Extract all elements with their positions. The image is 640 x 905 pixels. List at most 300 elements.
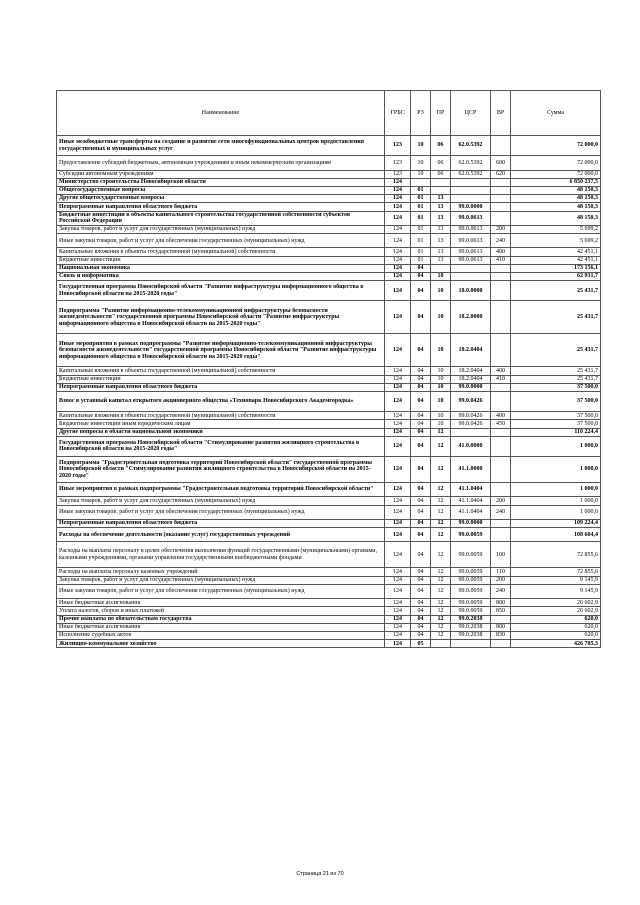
cell-vr: 110 xyxy=(491,568,511,576)
cell-vr: 600 xyxy=(491,156,511,170)
table-row xyxy=(57,584,601,598)
cell-grbs: 124 xyxy=(385,584,411,598)
cell-pr: 13 xyxy=(431,225,451,233)
table-row xyxy=(57,264,601,272)
cell-rz: 10 xyxy=(411,170,431,178)
cell-csr xyxy=(451,640,491,648)
cell-vr xyxy=(491,301,511,334)
cell-pr: 12 xyxy=(431,615,451,623)
cell-pr: 10 xyxy=(431,375,451,383)
cell-vr xyxy=(491,383,511,391)
cell-name: Капитальные вложения в объекты государственной (муниципальной) собственности xyxy=(57,412,385,420)
cell-vr: 410 xyxy=(491,256,511,264)
cell-name: Бюджетные инвестиции xyxy=(57,256,385,264)
cell-rz: 04 xyxy=(411,273,431,281)
cell-vr: 850 xyxy=(491,607,511,615)
table-row xyxy=(57,225,601,233)
cell-csr: 99.0.0613 xyxy=(451,211,491,225)
table-row xyxy=(57,428,601,436)
cell-pr: 06 xyxy=(431,136,451,156)
table-row xyxy=(57,178,601,186)
cell-vr: 240 xyxy=(491,584,511,598)
table-row xyxy=(57,375,601,383)
cell-sum: 620,0 xyxy=(511,623,601,631)
cell-pr: 06 xyxy=(431,170,451,178)
table-row xyxy=(57,420,601,428)
cell-pr xyxy=(431,264,451,272)
cell-name: Бюджетные инвестиции иным юридическим лицам xyxy=(57,420,385,428)
cell-name: Общегосударственные вопросы xyxy=(57,186,385,194)
cell-vr xyxy=(491,273,511,281)
cell-vr: 400 xyxy=(491,412,511,420)
header-csr: ЦСР xyxy=(451,91,491,136)
cell-rz: 04 xyxy=(411,264,431,272)
cell-csr: 99.0.0613 xyxy=(451,248,491,256)
cell-grbs: 124 xyxy=(385,456,411,482)
cell-vr xyxy=(491,528,511,542)
cell-vr xyxy=(491,391,511,411)
cell-vr xyxy=(491,334,511,367)
cell-vr: 200 xyxy=(491,225,511,233)
cell-grbs: 124 xyxy=(385,211,411,225)
cell-pr: 12 xyxy=(431,623,451,631)
cell-grbs: 124 xyxy=(385,623,411,631)
cell-csr: 99.0.0059 xyxy=(451,528,491,542)
cell-vr: 830 xyxy=(491,631,511,639)
cell-csr xyxy=(451,428,491,436)
cell-name: Исполнение судебных актов xyxy=(57,631,385,639)
cell-name: Расходы на выплаты персоналу казенных учреждений xyxy=(57,568,385,576)
cell-rz: 04 xyxy=(411,497,431,505)
cell-rz: 04 xyxy=(411,599,431,607)
cell-grbs: 124 xyxy=(385,505,411,519)
cell-grbs: 124 xyxy=(385,542,411,568)
cell-csr: 99.0.0059 xyxy=(451,576,491,584)
cell-rz: 01 xyxy=(411,225,431,233)
cell-pr: 12 xyxy=(431,482,451,496)
cell-sum: 1 000,0 xyxy=(511,497,601,505)
cell-rz: 04 xyxy=(411,615,431,623)
table-row xyxy=(57,456,601,482)
cell-csr: 99.0.2038 xyxy=(451,631,491,639)
cell-csr: 41.1.0404 xyxy=(451,482,491,496)
cell-vr xyxy=(491,640,511,648)
cell-pr: 12 xyxy=(431,542,451,568)
cell-rz: 04 xyxy=(411,607,431,615)
cell-name: Взнос в уставный капитал открытого акционерного общества «Технопарк Новосибирского Академгородка» xyxy=(57,391,385,411)
cell-sum: 110 224,4 xyxy=(511,428,601,436)
table-row xyxy=(57,273,601,281)
cell-grbs: 124 xyxy=(385,256,411,264)
cell-vr xyxy=(491,428,511,436)
cell-pr: 10 xyxy=(431,281,451,301)
table-row xyxy=(57,256,601,264)
cell-rz: 05 xyxy=(411,640,431,648)
cell-rz: 04 xyxy=(411,584,431,598)
cell-sum: 5 699,2 xyxy=(511,225,601,233)
cell-csr: 18.2.0000 xyxy=(451,301,491,334)
cell-csr: 99.0.0059 xyxy=(451,607,491,615)
cell-pr: 13 xyxy=(431,256,451,264)
cell-pr xyxy=(431,186,451,194)
cell-vr xyxy=(491,482,511,496)
cell-sum: 37 500,0 xyxy=(511,383,601,391)
cell-grbs: 124 xyxy=(385,420,411,428)
cell-vr: 800 xyxy=(491,623,511,631)
cell-name: Уплата налогов, сборов и иных платежей xyxy=(57,607,385,615)
cell-vr xyxy=(491,456,511,482)
cell-rz: 04 xyxy=(411,301,431,334)
cell-name: Подпрограмма "Градостроительная подготовка территорий Новосибирской области" государственной программы Новосибирской области "Стимулирование развития жилищного строительства в Новосибирской области на 2015-2020 годы" xyxy=(57,456,385,482)
cell-pr: 10 xyxy=(431,383,451,391)
cell-csr xyxy=(451,273,491,281)
cell-pr: 10 xyxy=(431,367,451,375)
cell-grbs: 124 xyxy=(385,383,411,391)
cell-vr: 240 xyxy=(491,234,511,248)
cell-sum: 1 000,0 xyxy=(511,482,601,496)
cell-grbs: 124 xyxy=(385,234,411,248)
table-row xyxy=(57,281,601,301)
cell-rz: 01 xyxy=(411,186,431,194)
cell-sum: 26 602,9 xyxy=(511,599,601,607)
cell-grbs: 124 xyxy=(385,225,411,233)
cell-csr: 41.1.0404 xyxy=(451,505,491,519)
cell-name: Национальная экономика xyxy=(57,264,385,272)
cell-pr xyxy=(431,640,451,648)
cell-sum: 1 000,0 xyxy=(511,436,601,456)
cell-rz: 04 xyxy=(411,576,431,584)
budget-table xyxy=(56,90,601,648)
cell-rz: 04 xyxy=(411,281,431,301)
header-vr: ВР xyxy=(491,91,511,136)
table-row xyxy=(57,391,601,411)
cell-grbs: 124 xyxy=(385,528,411,542)
cell-name: Подпрограмма "Развитие информационно-телекоммуникационной инфраструктуры безопасности жизнедеятельности" государственной программы Новосибирской области "Развитие инфраструктуры информационного общества в Новосибирской области на 2015-2020 годы" xyxy=(57,301,385,334)
cell-name: Закупка товаров, работ и услуг для государственных (муниципальных) нужд xyxy=(57,225,385,233)
table-row xyxy=(57,497,601,505)
cell-grbs: 124 xyxy=(385,519,411,527)
table-row xyxy=(57,367,601,375)
cell-csr: 41.1.0000 xyxy=(451,456,491,482)
cell-csr xyxy=(451,178,491,186)
cell-rz: 01 xyxy=(411,203,431,211)
cell-pr: 12 xyxy=(431,505,451,519)
cell-csr: 41.0.0000 xyxy=(451,436,491,456)
cell-sum: 108 604,4 xyxy=(511,528,601,542)
cell-csr xyxy=(451,195,491,203)
cell-vr xyxy=(491,211,511,225)
cell-csr: 18.2.0404 xyxy=(451,367,491,375)
cell-name: Бюджетные инвестиции в объекты капитального строительства государственной собственности субъектов Российской Федерации xyxy=(57,211,385,225)
cell-grbs: 124 xyxy=(385,428,411,436)
cell-vr: 620 xyxy=(491,170,511,178)
cell-sum: 42 451,1 xyxy=(511,248,601,256)
cell-grbs: 124 xyxy=(385,412,411,420)
header-name: Наименование xyxy=(57,91,385,136)
cell-vr: 410 xyxy=(491,375,511,383)
table-row xyxy=(57,234,601,248)
cell-grbs: 124 xyxy=(385,264,411,272)
cell-pr: 06 xyxy=(431,156,451,170)
cell-csr xyxy=(451,186,491,194)
cell-grbs: 124 xyxy=(385,576,411,584)
cell-grbs: 124 xyxy=(385,178,411,186)
cell-pr: 12 xyxy=(431,436,451,456)
cell-name: Субсидии автономным учреждениям xyxy=(57,170,385,178)
cell-grbs: 124 xyxy=(385,631,411,639)
cell-rz: 10 xyxy=(411,136,431,156)
cell-name: Связь и информатика xyxy=(57,273,385,281)
table-row xyxy=(57,482,601,496)
cell-rz: 04 xyxy=(411,420,431,428)
cell-csr: 99.0.0000 xyxy=(451,203,491,211)
cell-pr: 12 xyxy=(431,497,451,505)
cell-name: Государственная программа Новосибирской области "Стимулирование развития жилищного строительства в Новосибирской области на 2015-2020 годы" xyxy=(57,436,385,456)
cell-csr: 62.0.5392 xyxy=(451,136,491,156)
cell-vr xyxy=(491,178,511,186)
cell-csr: 99.0.0059 xyxy=(451,584,491,598)
table-header-row xyxy=(57,91,601,136)
cell-sum: 48 150,3 xyxy=(511,203,601,211)
cell-name: Закупка товаров, работ и услуг для государственных (муниципальных) нужд xyxy=(57,497,385,505)
cell-name: Иные мероприятия в рамках подпрограммы "Развитие информационно-телекоммуникационной инфраструктуры безопасности жизнедеятельности" государственной программы Новосибирской области "Развитие инфраструктуры информационного общества в Новосибирской области на 2015-2020 годы" xyxy=(57,334,385,367)
cell-grbs: 124 xyxy=(385,607,411,615)
cell-pr: 12 xyxy=(431,599,451,607)
table-row xyxy=(57,186,601,194)
cell-pr: 13 xyxy=(431,234,451,248)
cell-name: Иные межбюджетные трансферты на создание и развитие сети многофункциональных центров предоставления государственных и муниципальных услуг xyxy=(57,136,385,156)
cell-sum: 5 699,2 xyxy=(511,234,601,248)
cell-sum: 62 931,7 xyxy=(511,273,601,281)
cell-sum: 1 000,0 xyxy=(511,505,601,519)
cell-grbs: 124 xyxy=(385,186,411,194)
cell-sum: 25 431,7 xyxy=(511,375,601,383)
cell-pr: 12 xyxy=(431,519,451,527)
cell-vr: 400 xyxy=(491,367,511,375)
cell-csr: 41.1.0404 xyxy=(451,497,491,505)
cell-vr xyxy=(491,264,511,272)
cell-sum: 72 000,0 xyxy=(511,170,601,178)
cell-name: Бюджетные инвестиции xyxy=(57,375,385,383)
cell-pr xyxy=(431,178,451,186)
table-row xyxy=(57,607,601,615)
cell-sum: 620,0 xyxy=(511,631,601,639)
cell-vr xyxy=(491,186,511,194)
table-row xyxy=(57,576,601,584)
cell-vr: 200 xyxy=(491,576,511,584)
budget-table-page xyxy=(56,90,600,648)
cell-name: Министерство строительства Новосибирской области xyxy=(57,178,385,186)
cell-sum: 72 855,6 xyxy=(511,568,601,576)
cell-rz: 04 xyxy=(411,631,431,639)
cell-name: Капитальные вложения в объекты государственной (муниципальной) собственности xyxy=(57,367,385,375)
cell-sum: 72 000,0 xyxy=(511,136,601,156)
cell-pr: 13 xyxy=(431,248,451,256)
table-row xyxy=(57,528,601,542)
cell-pr: 10 xyxy=(431,420,451,428)
cell-csr xyxy=(451,264,491,272)
cell-rz: 04 xyxy=(411,367,431,375)
table-row xyxy=(57,599,601,607)
cell-sum: 173 156,1 xyxy=(511,264,601,272)
cell-rz: 04 xyxy=(411,391,431,411)
table-row xyxy=(57,640,601,648)
cell-vr xyxy=(491,436,511,456)
cell-csr: 62.0.5392 xyxy=(451,156,491,170)
cell-csr: 99.0.0000 xyxy=(451,383,491,391)
cell-pr: 10 xyxy=(431,301,451,334)
table-row xyxy=(57,412,601,420)
table-row xyxy=(57,631,601,639)
cell-sum: 1 000,0 xyxy=(511,456,601,482)
cell-csr: 99.0.2038 xyxy=(451,615,491,623)
cell-sum: 25 431,7 xyxy=(511,301,601,334)
cell-rz: 04 xyxy=(411,482,431,496)
cell-grbs: 124 xyxy=(385,568,411,576)
cell-pr: 13 xyxy=(431,195,451,203)
cell-grbs: 123 xyxy=(385,170,411,178)
cell-sum: 9 145,9 xyxy=(511,584,601,598)
table-row xyxy=(57,248,601,256)
cell-sum: 9 145,9 xyxy=(511,576,601,584)
cell-csr: 99.0.0426 xyxy=(451,391,491,411)
cell-rz: 04 xyxy=(411,412,431,420)
cell-pr: 12 xyxy=(431,584,451,598)
cell-pr: 12 xyxy=(431,428,451,436)
cell-csr: 99.0.0613 xyxy=(451,234,491,248)
cell-rz: 04 xyxy=(411,528,431,542)
cell-name: Иные закупки товаров, работ и услуг для обеспечения государственных (муниципальных) нужд xyxy=(57,234,385,248)
cell-rz: 04 xyxy=(411,383,431,391)
cell-vr: 240 xyxy=(491,505,511,519)
cell-sum: 48 150,3 xyxy=(511,195,601,203)
table-row xyxy=(57,383,601,391)
cell-grbs: 124 xyxy=(385,497,411,505)
cell-rz: 04 xyxy=(411,428,431,436)
table-row xyxy=(57,568,601,576)
cell-sum: 26 602,9 xyxy=(511,607,601,615)
cell-sum: 72 000,0 xyxy=(511,156,601,170)
header-grbs: ГРБС xyxy=(385,91,411,136)
cell-grbs: 124 xyxy=(385,482,411,496)
cell-vr xyxy=(491,519,511,527)
cell-pr: 12 xyxy=(431,576,451,584)
cell-csr: 99.0.0426 xyxy=(451,420,491,428)
cell-rz: 01 xyxy=(411,248,431,256)
cell-vr: 400 xyxy=(491,248,511,256)
cell-sum: 25 431,7 xyxy=(511,281,601,301)
table-row xyxy=(57,195,601,203)
cell-sum: 48 150,3 xyxy=(511,186,601,194)
cell-pr: 12 xyxy=(431,568,451,576)
cell-csr: 99.0.0059 xyxy=(451,542,491,568)
cell-rz: 10 xyxy=(411,156,431,170)
cell-vr: 800 xyxy=(491,599,511,607)
table-row xyxy=(57,203,601,211)
cell-name: Непрограммные направления областного бюджета xyxy=(57,519,385,527)
cell-name: Государственная программа Новосибирской области "Развитие инфраструктуры информационного общества в Новосибирской области на 2015-2020 годы" xyxy=(57,281,385,301)
cell-vr xyxy=(491,615,511,623)
table-row xyxy=(57,136,601,156)
table-row xyxy=(57,211,601,225)
table-row xyxy=(57,301,601,334)
cell-vr xyxy=(491,281,511,301)
cell-grbs: 124 xyxy=(385,599,411,607)
cell-pr: 10 xyxy=(431,391,451,411)
table-row xyxy=(57,156,601,170)
cell-rz: 04 xyxy=(411,505,431,519)
cell-name: Другие вопросы в области национальной экономики xyxy=(57,428,385,436)
cell-grbs: 124 xyxy=(385,334,411,367)
cell-name: Предоставление субсидий бюджетным, автономным учреждениям и иным некоммерческим организациям xyxy=(57,156,385,170)
table-body xyxy=(57,136,601,648)
cell-grbs: 123 xyxy=(385,156,411,170)
cell-sum: 6 850 237,5 xyxy=(511,178,601,186)
cell-sum: 25 431,7 xyxy=(511,367,601,375)
cell-grbs: 124 xyxy=(385,615,411,623)
cell-pr: 10 xyxy=(431,412,451,420)
cell-grbs: 124 xyxy=(385,195,411,203)
cell-rz: 04 xyxy=(411,334,431,367)
cell-name: Другие общегосударственные вопросы xyxy=(57,195,385,203)
cell-csr: 99.0.0613 xyxy=(451,225,491,233)
cell-pr: 12 xyxy=(431,456,451,482)
cell-csr: 18.0.0000 xyxy=(451,281,491,301)
cell-name: Жилищно-коммунальное хозяйство xyxy=(57,640,385,648)
cell-csr: 18.2.0404 xyxy=(451,375,491,383)
table-row xyxy=(57,170,601,178)
cell-rz: 01 xyxy=(411,234,431,248)
cell-name: Непрограммные направления областного бюджета xyxy=(57,383,385,391)
cell-grbs: 124 xyxy=(385,367,411,375)
cell-sum: 42 451,1 xyxy=(511,256,601,264)
table-row xyxy=(57,505,601,519)
cell-vr: 200 xyxy=(491,497,511,505)
cell-name: Иные закупки товаров, работ и услуг для обеспечения государственных (муниципальных) нужд xyxy=(57,505,385,519)
cell-name: Прочие выплаты по обязательствам государства xyxy=(57,615,385,623)
cell-name: Непрограммные направления областного бюджета xyxy=(57,203,385,211)
cell-rz: 04 xyxy=(411,375,431,383)
cell-sum: 426 785,3 xyxy=(511,640,601,648)
cell-rz: 04 xyxy=(411,519,431,527)
cell-sum: 109 224,4 xyxy=(511,519,601,527)
cell-name: Закупка товаров, работ и услуг для государственных (муниципальных) нужд xyxy=(57,576,385,584)
cell-vr: 100 xyxy=(491,542,511,568)
table-row xyxy=(57,623,601,631)
cell-rz: 01 xyxy=(411,256,431,264)
cell-grbs: 124 xyxy=(385,273,411,281)
cell-sum: 72 855,6 xyxy=(511,542,601,568)
header-rz: РЗ xyxy=(411,91,431,136)
cell-rz: 04 xyxy=(411,456,431,482)
cell-rz: 01 xyxy=(411,195,431,203)
cell-grbs: 124 xyxy=(385,391,411,411)
cell-vr xyxy=(491,195,511,203)
cell-rz: 04 xyxy=(411,436,431,456)
cell-grbs: 124 xyxy=(385,375,411,383)
cell-rz: 04 xyxy=(411,568,431,576)
cell-pr: 13 xyxy=(431,211,451,225)
cell-vr xyxy=(491,203,511,211)
cell-csr: 99.0.0613 xyxy=(451,256,491,264)
cell-sum: 37 500,0 xyxy=(511,391,601,411)
cell-pr: 12 xyxy=(431,528,451,542)
cell-csr: 99.0.0000 xyxy=(451,519,491,527)
cell-name: Иные бюджетные ассигнования xyxy=(57,599,385,607)
cell-csr: 62.0.5392 xyxy=(451,170,491,178)
cell-sum: 48 150,3 xyxy=(511,211,601,225)
cell-name: Расходы на обеспечение деятельности (оказание услуг) государственных учреждений xyxy=(57,528,385,542)
